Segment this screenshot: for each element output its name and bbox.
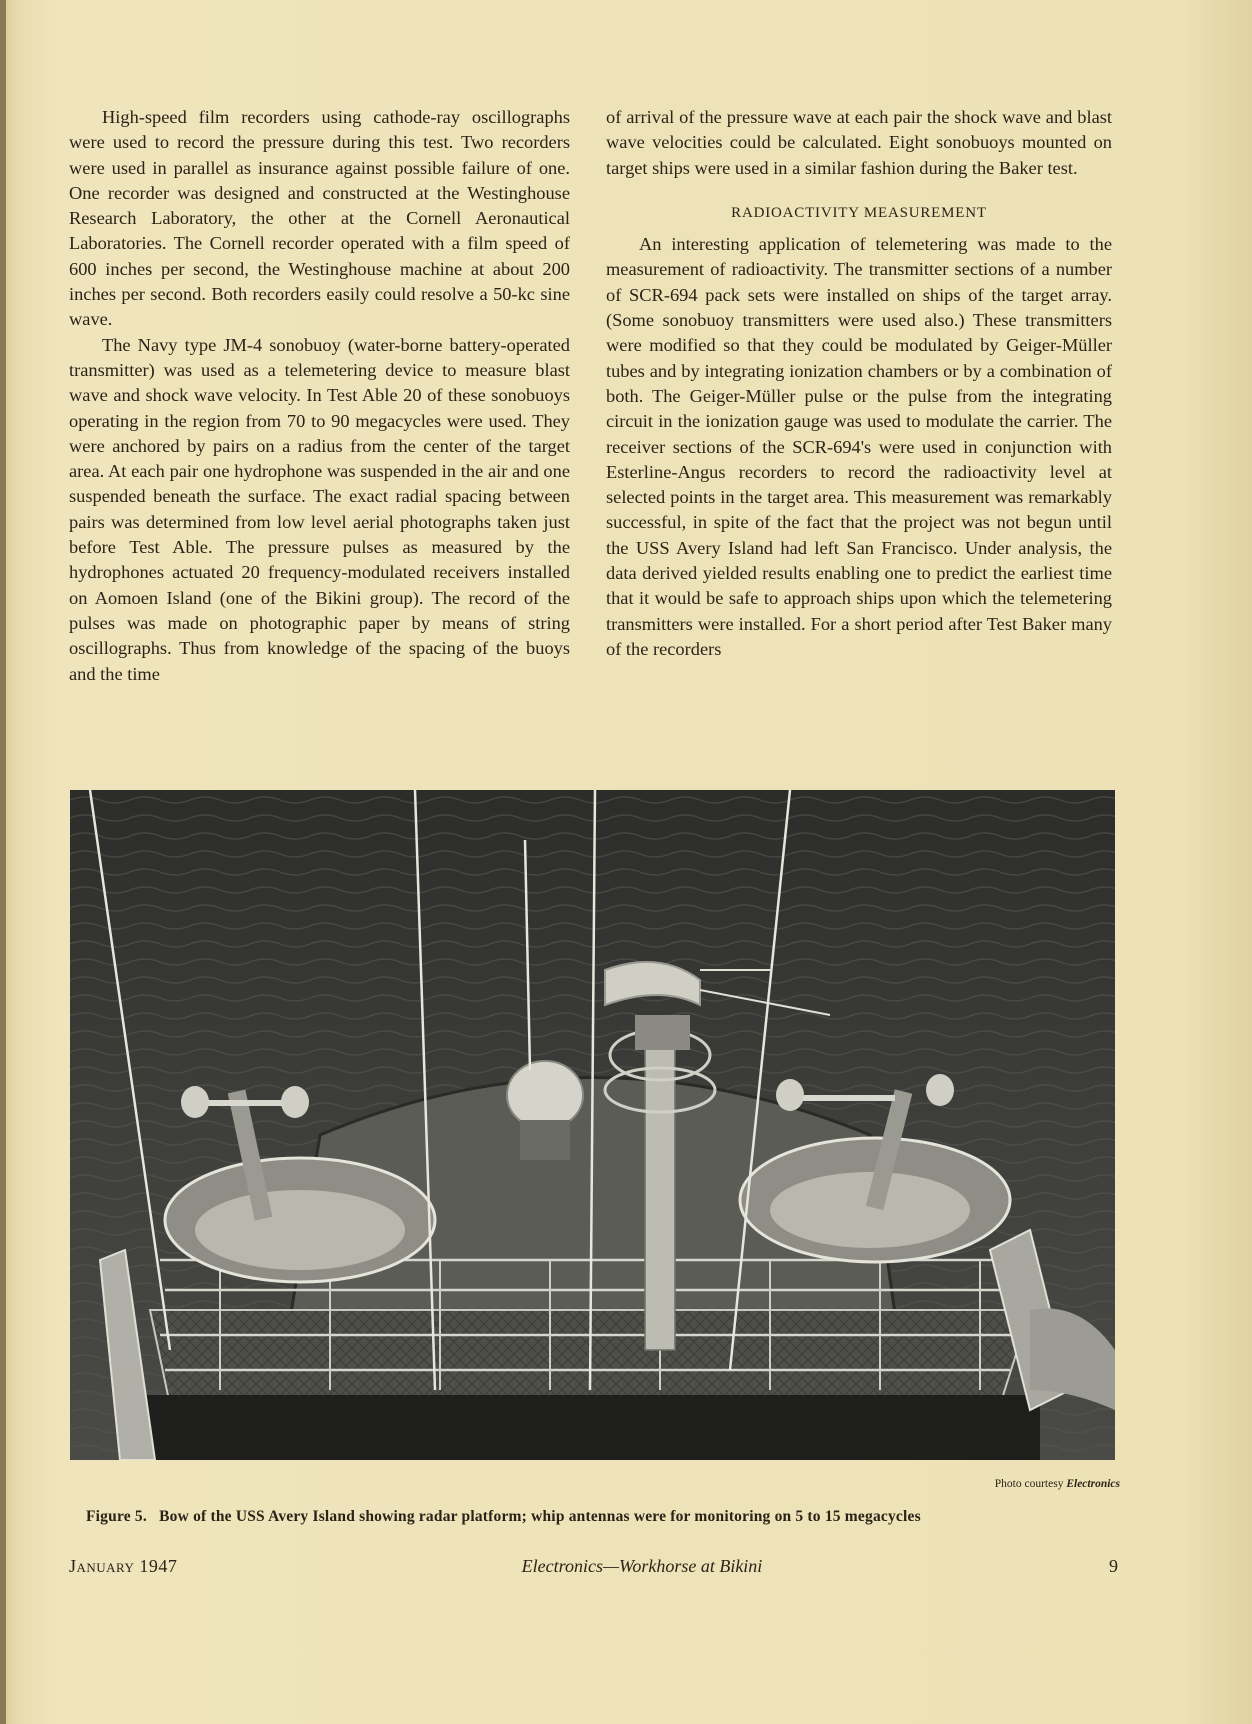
right-text-column (606, 105, 1112, 662)
photo-credit-prefix: Photo courtesy (994, 1478, 1064, 1490)
ship-bow-photograph (70, 790, 1115, 1460)
body-paragraph: High-speed film recorders using cathode-ray oscillographs were used to record the pressure during this test. Two recorders were used in parallel as insurance against possible failure of one. One recorder was designed and constructed at the Westinghouse Research Laboratory, the other at the Cornell Aeronautical Laboratories. The Cornell recorder operated with a film speed of 600 inches per second, the Westinghouse machine at about 200 inches per second. Both recorders easily could resolve a 50-kc sine wave. (69, 107, 570, 330)
body-paragraph: The Navy type JM-4 sonobuoy (water-borne battery-operated transmitter) was used as a telemetering device to measure blast wave and shock wave velocity. In Test Able 20 of these sonobuoys operating in the region from 70 to 90 megacycles were used. They were anchored by pairs on a radius from the center of the target area. At each pair one hydrophone was suspended in the air and one suspended beneath the surface. The exact radial spacing between pairs was determined from low level aerial photographs taken just before Test Able. The pressure pulses as measured by the hydrophones actuated 20 frequency-modulated receivers installed on Aomoen Island (one of the Bikini group). The record of the pulses was made on photographic paper by means of string oscillographs. Thus from knowledge of the spacing of the buoys and the time (69, 334, 570, 684)
footer-date: January 1947 (69, 1556, 178, 1576)
photo-credit (995, 1478, 1120, 1490)
left-text-column (69, 105, 570, 687)
binding-edge (0, 0, 6, 1724)
continued-paragraph: of arrival of the pressure wave at each pair the shock wave and blast wave velocities could be calculated. Eight sonobuoys mounted on target ships were used in a similar fashion during the Baker test. (606, 107, 1112, 178)
figure-caption: Figure 5. Bow of the USS Avery Island showing radar platform; whip antennas were for monitoring on 5 to 15 megacycles (86, 1508, 921, 1525)
section-heading: RADIOACTIVITY MEASUREMENT (731, 204, 987, 221)
page-number: 9 (1109, 1556, 1118, 1576)
body-paragraph: An interesting application of telemetering was made to the measurement of radioactivity. The transmitter sections of a number of SCR-694 pack sets were installed on ships of the target array. (Some sonobuoy transmitters were used also.) These transmitters were modified so that they could be modulated by Geiger-Müller tubes and by integrating ionization chambers or by a combination of both. The Geiger-Müller pulse or the pulse from the integrating circuit in the ionization gauge was used to modulate the carrier. The receiver sections of the SCR-694's were used in conjunction with Esterline-Angus recorders to record the radioactivity level at selected points in the target area. This measurement was remarkably successful, in spite of the fact that the project was not begun until the USS Avery Island had left San Francisco. Under analysis, the data derived yielded results enabling one to predict the earliest time that it would be safe to approach ships upon which the telemetering transmitters were installed. For a short period after Test Baker many of the recorders (606, 234, 1112, 659)
photo-credit-source: Electronics (1066, 1478, 1120, 1490)
footer-running-title: Electronics—Workhorse at Bikini (521, 1556, 763, 1576)
